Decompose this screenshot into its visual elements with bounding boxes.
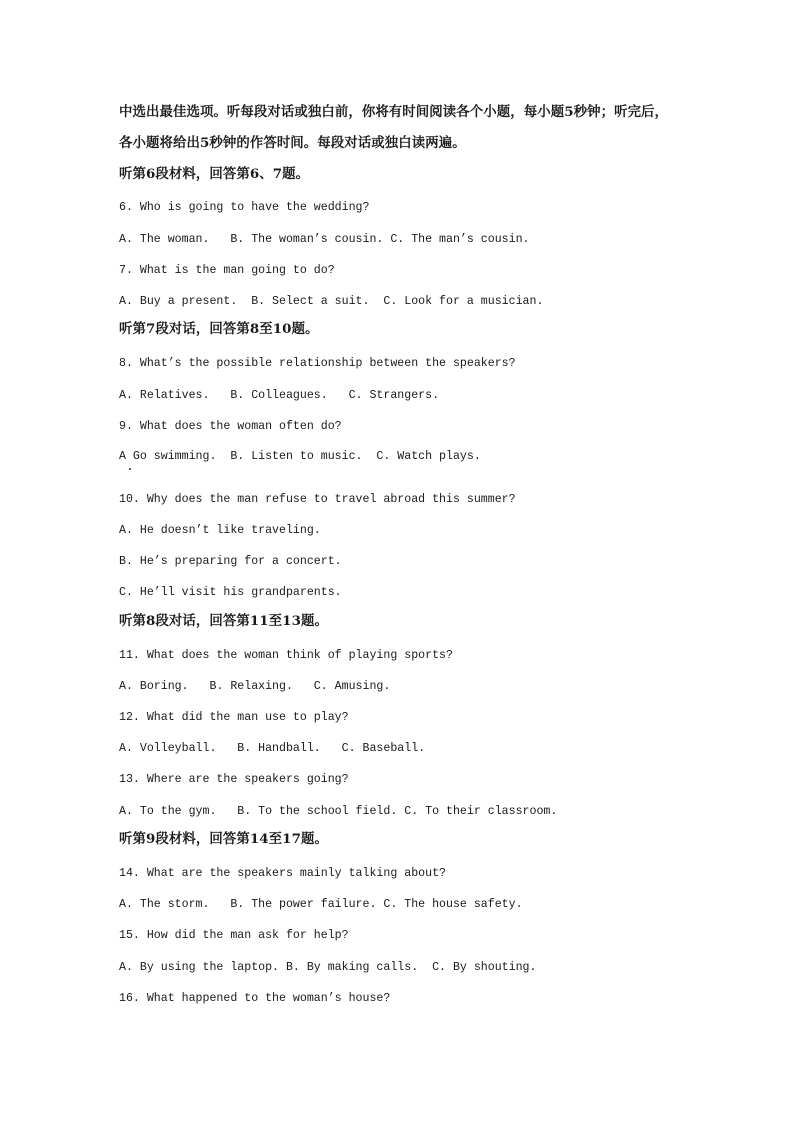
section-header-8: 听第8段对话，回答第11至13题。 [119,613,328,629]
option-10a: A. He doesn’t like traveling. [119,524,321,537]
question-14: 14. What are the speakers mainly talking about? [119,867,446,880]
options-7: A. Buy a present. B. Select a suit. C. Look for a musician. [119,295,544,308]
question-7: 7. What is the man going to do? [119,264,335,277]
question-10: 10. Why does the man refuse to travel abroad this summer? [119,493,516,506]
options-13: A. To the gym. B. To the school field. C. To their classroom. [119,805,558,818]
question-11: 11. What does the woman think of playing sports? [119,649,453,662]
options-14: A. The storm. B. The power failure. C. The house safety. [119,898,523,911]
question-12: 12. What did the man use to play? [119,711,349,724]
options-15: A. By using the laptop. B. By making calls. C. By shouting. [119,961,537,974]
section-header-7: 听第7段对话，回答第8至10题。 [119,321,319,337]
options-8: A. Relatives. B. Colleagues. C. Strangers. [119,389,440,402]
section-header-9: 听第9段材料，回答第14至17题。 [119,831,328,847]
instructions-line-1: 中选出最佳选项。听每段对话或独白前，你将有时间阅读各个小题，每小题5秒钟；听完后， [119,104,669,120]
options-11: A. Boring. B. Relaxing. C. Amusing. [119,680,391,693]
question-9: 9. What does the woman often do? [119,420,342,433]
options-6: A. The woman. B. The woman’s cousin. C. The man’s cousin. [119,233,530,246]
question-6: 6. Who is going to have the wedding? [119,201,370,214]
question-15: 15. How did the man ask for help? [119,929,349,942]
option-10b: B. He’s preparing for a concert. [119,555,342,568]
question-8: 8. What’s the possible relationship between the speakers? [119,357,516,370]
stray-dot [129,468,131,470]
option-10c: C. He’ll visit his grandparents. [119,586,342,599]
question-13: 13. Where are the speakers going? [119,773,349,786]
options-9: A Go swimming. B. Listen to music. C. Watch plays. [119,450,481,463]
options-12: A. Volleyball. B. Handball. C. Baseball. [119,742,426,755]
section-header-6: 听第6段材料，回答第6、7题。 [119,166,310,182]
question-16: 16. What happened to the woman’s house? [119,992,391,1005]
instructions-line-2: 各小题将给出5秒钟的作答时间。每段对话或独白读两遍。 [119,135,466,151]
